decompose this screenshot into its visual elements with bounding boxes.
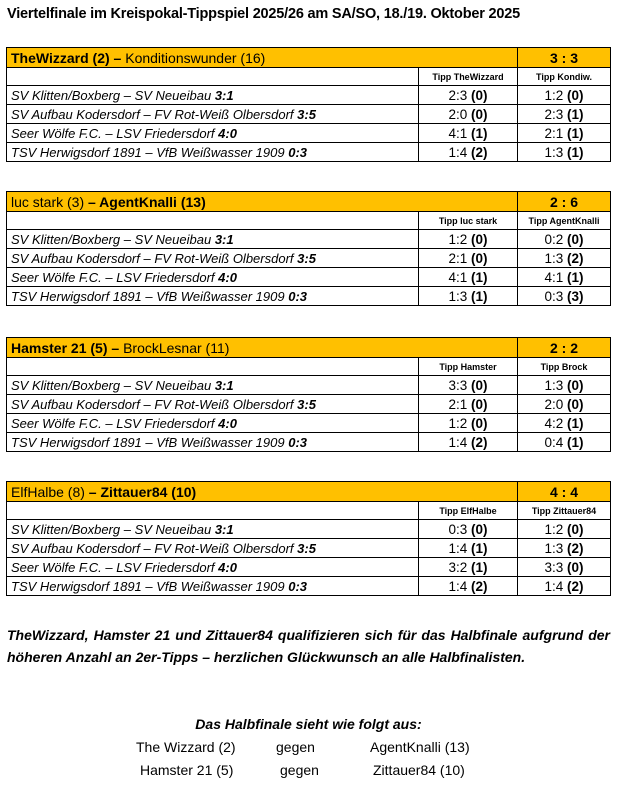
tipp1-value: 1:4 <box>448 434 468 450</box>
tipp1-cell <box>419 105 518 124</box>
game-result: 4:0 <box>218 125 237 141</box>
tipp2-points: (1) <box>567 144 584 160</box>
tipp1-value: 1:4 <box>448 578 468 594</box>
tipp1-points: (0) <box>471 521 488 537</box>
player2-name: Konditionswunder (16) <box>125 49 266 66</box>
tipp-header-row <box>7 502 611 520</box>
match-pairing <box>7 338 518 358</box>
game-result: 3:5 <box>297 106 316 122</box>
game-result: 3:1 <box>214 87 234 103</box>
player1-name: luc stark (3) <box>11 193 85 210</box>
game-label: SV Klitten/Boxberg – SV Neueibau <box>11 231 212 247</box>
tipp1-points: (1) <box>471 269 488 285</box>
game-cell <box>7 539 419 558</box>
tipp1-value: 2:1 <box>448 250 468 266</box>
game-result: 3:5 <box>297 250 316 266</box>
tipp2-value: 1:2 <box>544 87 564 103</box>
game-cell <box>7 268 419 287</box>
game-result: 3:5 <box>297 540 316 556</box>
tipp2-points: (0) <box>567 559 584 575</box>
player2-name: AgentKnalli (13) <box>99 193 206 210</box>
tipp1-cell <box>419 230 518 249</box>
tipp2-cell <box>518 539 611 558</box>
tipp2-cell <box>518 395 611 414</box>
player1-name: ElfHalbe (8) <box>11 483 85 500</box>
tipp1-points: (2) <box>471 144 488 160</box>
tipp1-value: 3:2 <box>448 559 468 575</box>
tipp2-cell <box>518 577 611 596</box>
game-label: SV Klitten/Boxberg – SV Neueibau <box>11 521 212 537</box>
game-row <box>7 577 611 596</box>
game-result: 0:3 <box>288 144 308 160</box>
tipp1-value: 2:3 <box>448 87 468 103</box>
game-cell <box>7 249 419 268</box>
tipp2-cell <box>518 86 611 105</box>
tipp1-cell <box>419 287 518 306</box>
match-table <box>6 337 611 452</box>
semifinal-title: Das Halbfinale sieht wie folgt aus: <box>195 716 422 732</box>
empty-cell <box>7 502 419 520</box>
game-label: SV Aufbau Kodersdorf – FV Rot-Weiß Olbersdorf <box>11 250 294 266</box>
tipp2-cell <box>518 143 611 162</box>
game-cell <box>7 577 419 596</box>
game-label: Seer Wölfe F.C. – LSV Friedersdorf <box>11 125 215 141</box>
page-title: Viertelfinale im Kreispokal-Tippspiel 2025/26 am SA/SO, 18./19. Oktober 2025 <box>7 6 520 22</box>
tipp1-cell <box>419 577 518 596</box>
tipp1-points: (0) <box>471 377 488 393</box>
tipp2-cell <box>518 376 611 395</box>
game-label: SV Aufbau Kodersdorf – FV Rot-Weiß Olbersdorf <box>11 540 294 556</box>
game-cell <box>7 86 419 105</box>
game-row <box>7 124 611 143</box>
game-cell <box>7 395 419 414</box>
tipp1-header: Tipp ElfHalbe <box>419 502 518 520</box>
empty-cell <box>7 68 419 86</box>
tipp2-value: 0:3 <box>544 288 564 304</box>
tipp1-points: (2) <box>471 434 488 450</box>
game-label: TSV Herwigsdorf 1891 – VfB Weißwasser 1909 <box>11 434 285 450</box>
game-label: Seer Wölfe F.C. – LSV Friedersdorf <box>11 269 215 285</box>
match-table <box>6 191 611 306</box>
tipp2-value: 4:2 <box>544 415 564 431</box>
pairing-separator: – <box>107 339 124 356</box>
tipp2-points: (0) <box>567 377 584 393</box>
game-row <box>7 230 611 249</box>
game-cell <box>7 433 419 452</box>
empty-cell <box>7 358 419 376</box>
tipp1-cell <box>419 143 518 162</box>
game-result: 4:0 <box>218 415 237 431</box>
match-pairing <box>7 192 518 212</box>
game-row <box>7 558 611 577</box>
pairing-separator: – <box>109 49 126 66</box>
tipp2-value: 2:3 <box>544 106 564 122</box>
game-label: SV Klitten/Boxberg – SV Neueibau <box>11 87 212 103</box>
game-cell <box>7 105 419 124</box>
tipp2-cell <box>518 230 611 249</box>
tipp2-value: 1:3 <box>544 540 564 556</box>
tipp2-points: (1) <box>567 415 584 431</box>
tipp2-cell <box>518 558 611 577</box>
player1-name: Hamster 21 (5) <box>11 339 108 356</box>
game-cell <box>7 414 419 433</box>
qualification-note: TheWizzard, Hamster 21 und Zittauer84 qualifizieren sich für das Halbfinale aufgrund der höheren Anzahl an 2er-Tipps – herzlichen Glückwunsch an alle Halbfinalisten. <box>7 627 610 665</box>
tipp1-value: 1:4 <box>448 540 468 556</box>
tipp-header-row <box>7 68 611 86</box>
game-cell <box>7 558 419 577</box>
tipp2-cell <box>518 433 611 452</box>
tipp1-value: 1:2 <box>448 231 468 247</box>
tipp2-points: (1) <box>567 125 584 141</box>
tipp2-header: Tipp AgentKnalli <box>518 212 611 230</box>
tipp2-header: Tipp Zittauer84 <box>518 502 611 520</box>
semifinal-vs: gegen <box>276 739 315 755</box>
tipp2-points: (1) <box>567 434 584 450</box>
tipp2-header: Tipp Kondiw. <box>518 68 611 86</box>
tipp2-points: (3) <box>567 288 584 304</box>
tipp1-points: (1) <box>471 559 488 575</box>
tipp1-header: Tipp luc stark <box>419 212 518 230</box>
tipp1-value: 0:3 <box>448 521 468 537</box>
tipp2-cell <box>518 520 611 539</box>
match-score: 3 : 3 <box>518 48 611 68</box>
tipp1-cell <box>419 558 518 577</box>
game-result: 3:1 <box>214 521 234 537</box>
game-row <box>7 143 611 162</box>
pairing-separator: – <box>84 193 100 210</box>
game-result: 0:3 <box>288 578 308 594</box>
game-row <box>7 376 611 395</box>
tipp1-value: 1:3 <box>448 288 468 304</box>
game-result: 0:3 <box>288 288 308 304</box>
tipp1-points: (2) <box>471 578 488 594</box>
empty-cell <box>7 212 419 230</box>
match-header-row <box>7 192 611 212</box>
tipp1-points: (0) <box>471 87 488 103</box>
tipp1-header: Tipp Hamster <box>419 358 518 376</box>
tipp1-points: (0) <box>471 106 488 122</box>
game-result: 4:0 <box>218 559 237 575</box>
tipp2-points: (0) <box>567 87 584 103</box>
game-label: TSV Herwigsdorf 1891 – VfB Weißwasser 1909 <box>11 144 285 160</box>
game-result: 3:1 <box>214 231 234 247</box>
match-pairing <box>7 482 518 502</box>
game-label: TSV Herwigsdorf 1891 – VfB Weißwasser 1909 <box>11 578 285 594</box>
game-row <box>7 433 611 452</box>
tipp1-cell <box>419 249 518 268</box>
game-label: SV Klitten/Boxberg – SV Neueibau <box>11 377 212 393</box>
tipp2-value: 0:2 <box>544 231 564 247</box>
player2-name: BrockLesnar (11) <box>123 339 230 356</box>
tipp1-cell <box>419 433 518 452</box>
tipp-header-row <box>7 358 611 376</box>
tipp1-cell <box>419 539 518 558</box>
tipp1-points: (1) <box>471 125 488 141</box>
tipp2-points: (1) <box>567 269 584 285</box>
tipp1-cell <box>419 86 518 105</box>
tipp1-value: 1:4 <box>448 144 468 160</box>
match-table <box>6 47 611 162</box>
tipp2-points: (2) <box>567 540 584 556</box>
game-label: Seer Wölfe F.C. – LSV Friedersdorf <box>11 559 215 575</box>
game-result: 0:3 <box>288 434 308 450</box>
match-score: 4 : 4 <box>518 482 611 502</box>
tipp1-cell <box>419 520 518 539</box>
game-row <box>7 539 611 558</box>
match-table <box>6 481 611 596</box>
tipp1-points: (0) <box>471 250 488 266</box>
tipp1-header: Tipp TheWizzard <box>419 68 518 86</box>
tipp1-value: 1:2 <box>448 415 468 431</box>
tipp2-points: (2) <box>567 578 584 594</box>
tipp2-points: (0) <box>567 521 584 537</box>
tipp2-cell <box>518 268 611 287</box>
tipp1-cell <box>419 414 518 433</box>
tipp1-points: (0) <box>471 396 488 412</box>
match-score: 2 : 2 <box>518 338 611 358</box>
tipp2-value: 2:1 <box>544 125 564 141</box>
game-row <box>7 287 611 306</box>
tipp2-cell <box>518 414 611 433</box>
tipp2-cell <box>518 105 611 124</box>
tipp1-cell <box>419 268 518 287</box>
game-result: 3:5 <box>297 396 316 412</box>
game-label: SV Aufbau Kodersdorf – FV Rot-Weiß Olbersdorf <box>11 396 294 412</box>
player1-name: TheWizzard (2) <box>11 49 110 66</box>
tipp2-points: (0) <box>567 231 584 247</box>
game-row <box>7 414 611 433</box>
tipp2-points: (1) <box>567 106 584 122</box>
game-cell <box>7 143 419 162</box>
tipp1-value: 2:1 <box>448 396 468 412</box>
game-row <box>7 268 611 287</box>
game-cell <box>7 520 419 539</box>
game-label: Seer Wölfe F.C. – LSV Friedersdorf <box>11 415 215 431</box>
match-header-row <box>7 338 611 358</box>
tipp1-cell <box>419 376 518 395</box>
game-label: TSV Herwigsdorf 1891 – VfB Weißwasser 1909 <box>11 288 285 304</box>
tipp1-value: 2:0 <box>448 106 468 122</box>
tipp2-value: 2:0 <box>544 396 564 412</box>
game-result: 4:0 <box>218 269 237 285</box>
tipp1-cell <box>419 395 518 414</box>
tipp2-cell <box>518 124 611 143</box>
game-cell <box>7 287 419 306</box>
tipp2-points: (0) <box>567 396 584 412</box>
tipp1-points: (1) <box>471 540 488 556</box>
semifinal-away: Zittauer84 (10) <box>373 762 465 778</box>
tipp2-points: (2) <box>567 250 584 266</box>
game-row <box>7 249 611 268</box>
semifinal-away: AgentKnalli (13) <box>370 739 470 755</box>
game-cell <box>7 230 419 249</box>
game-cell <box>7 124 419 143</box>
tipp1-value: 4:1 <box>448 269 468 285</box>
tipp2-cell <box>518 287 611 306</box>
tipp1-points: (1) <box>471 288 488 304</box>
tipp2-value: 1:3 <box>544 250 564 266</box>
semifinal-vs: gegen <box>280 762 319 778</box>
game-cell <box>7 376 419 395</box>
tipp1-points: (0) <box>471 415 488 431</box>
match-header-row <box>7 48 611 68</box>
tipp2-value: 1:2 <box>544 521 564 537</box>
pairing-separator: – <box>84 483 101 500</box>
tipp2-header: Tipp Brock <box>518 358 611 376</box>
match-header-row <box>7 482 611 502</box>
tipp2-value: 1:4 <box>544 578 564 594</box>
game-row <box>7 520 611 539</box>
tipp1-cell <box>419 124 518 143</box>
tipp2-cell <box>518 249 611 268</box>
game-result: 3:1 <box>214 377 234 393</box>
tipp2-value: 0:4 <box>544 434 564 450</box>
tipp1-value: 4:1 <box>448 125 468 141</box>
player2-name: Zittauer84 (10) <box>100 483 197 500</box>
semifinal-home: The Wizzard (2) <box>136 739 236 755</box>
tipp2-value: 3:3 <box>544 559 564 575</box>
tipp-header-row <box>7 212 611 230</box>
game-label: SV Aufbau Kodersdorf – FV Rot-Weiß Olbersdorf <box>11 106 294 122</box>
semifinal-home: Hamster 21 (5) <box>140 762 234 778</box>
tipp2-value: 4:1 <box>544 269 564 285</box>
game-row <box>7 395 611 414</box>
match-pairing <box>7 48 518 68</box>
game-row <box>7 105 611 124</box>
tipp1-points: (0) <box>471 231 488 247</box>
tipp2-value: 1:3 <box>544 377 564 393</box>
match-score: 2 : 6 <box>518 192 611 212</box>
tipp1-value: 3:3 <box>448 377 468 393</box>
game-row <box>7 86 611 105</box>
tipp2-value: 1:3 <box>544 144 564 160</box>
